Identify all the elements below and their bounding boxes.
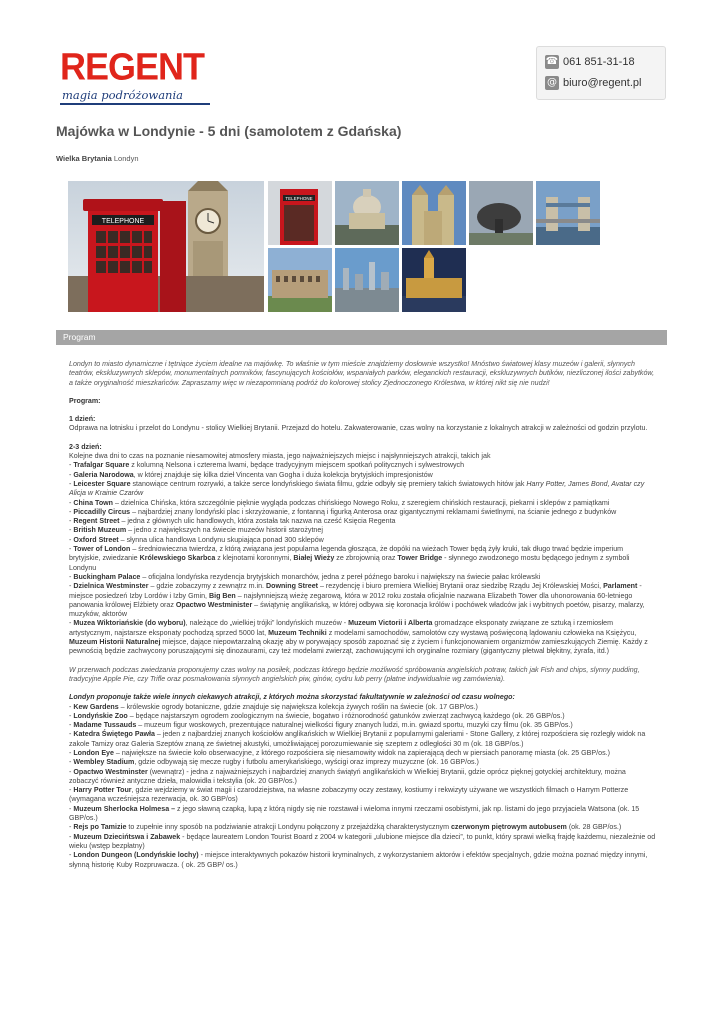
regent-logo[interactable] (60, 44, 215, 110)
intro-paragraph: Londyn to miasto dynamiczne i tętniące życiem idealne na majówkę. To właśnie w tym mieście znajdziemy dosłownie wszystko! Mnóstwo światowej klasy muzeów i galerii, słynnych teatrów, ekskluzywnych sklepów, monumentalnych pomników, fascynujących kościołów, wspaniałych parków, eleganckich restauracji, ekskluzywnych butików, niezliczonej ilości zabytków, a także oryginalność mieszkańców. Zapraszamy więc w niezapomnianą podróż do kolorowej stolicy Zjednoczonego Królestwa, w której nikt się nie nudzi! (69, 360, 655, 387)
contact-email[interactable]: biuro@regent.pl (563, 77, 642, 89)
optional-attraction-item: - Muzeum Dziecińtswa i Zabawek - będące laureatem London Tourist Board z 2004 w kategorii „ulubione miejsce dla dzieci”, to punkt, który sprawi wielką frajdę każdemu, niezależnie od wieku (wstęp bezpłatny) (69, 832, 656, 850)
optional-attraction-item: - Opactwo Westminster (wewnątrz) - jedna z najważniejszych i najbardziej znanych świątyń anglikańskich w Wielkiej Brytanii, gdzie oprócz pięknej gotyckiej architektury, można zobaczyć również antyczne dzieła, malowidła i tekstylia (ok. 20 GBP/os.) (69, 767, 626, 785)
attraction-item: - Trafalgar Square z kolumną Nelsona i czterema lwami, będące tradycyjnym miejscem spotkań politycznych i sylwestrowych (69, 461, 465, 470)
optional-attraction-item: - Katedra Świętego Pawła – jeden z najbardziej znanych kościołów anglikańskich w Wielkiej Brytanii z popularnymi galeriami - Stone Gallery, z której rozpościera się rozległy widok na zakole Tamizy oraz Galeria Szeptów znaną ze świetnej akustyki, umożliwiającej porozumiewanie się szeptem z odległości 30 m (ok. 18 GBP/os.) (69, 730, 646, 748)
optional-attraction-item: - London Eye – największe na świecie koło obserwacyjne, z którego rozpościera się niesamowity widok na zapierającą dech w piersiach panoramę miasta (ok. 25 GBP/os.) (69, 748, 610, 757)
attraction-item: - Galeria Narodowa, w której znajduje się kilka dzieł Vincenta van Gogha i duża kolekcja brytyjskich impresjonistów (69, 470, 433, 479)
tower-bridge-thumb[interactable] (536, 181, 600, 245)
attraction-item-name: Buckingham Palace (73, 572, 141, 581)
day1-heading: 1 dzień: (69, 415, 96, 424)
logo-tagline: magia podróżowania (62, 88, 184, 102)
optional-attraction-item-name: London Dungeon (Londyńskie lochy) (73, 851, 199, 860)
attraction-item-name: Downing Street (266, 582, 319, 591)
attraction-item: - Tower of London – średniowieczna twierdza, z którą związana jest popularna legenda głosząca, że dopóki na wieżach Tower będą żyły kruki, tak długo trwać będzie imperium brytyjskie, zwiedzanie Królewskiego Skarbca z klejnotami koronnymi, Białej Wieży ze zbrojownią oraz Tower Bridge - słynnego zwodzonego mostu będącego jednym z symboli Londynu (69, 545, 630, 572)
program-section-header: Program (56, 330, 667, 345)
optional-attraction-item-name: London Eye (73, 748, 114, 757)
attraction-item-name: British Muzeum (73, 526, 127, 535)
attraction-item-name: Muzeum Historii Naturalnej (69, 638, 161, 647)
optional-attraction-item: - London Dungeon (Londyńskie lochy) - miejsce interaktywnych pokazów historii kryminalnych, z wykorzystaniem aktorów i efektów specjalnych, gdzie można poznać między innymi, słynną historię Kuby Rozpruwacza. ( ok. 25 GBP/ os.) (69, 851, 648, 869)
optional-attraction-item: - Harry Potter Tour, gdzie wejdziemy w świat magii i czarodziejstwa, na własne zobaczymy oczy zestawy, kostiumy i rekwizyty używane we wszystkich filmach o Harrym Potterze (wymagana wcześniejsza rezerwacja, ok. 30 GBP/os) (69, 786, 629, 804)
trip-city: Londyn (113, 154, 139, 163)
svg-text:TELEPHONE: TELEPHONE (285, 196, 313, 201)
optional-attraction-item-name: Katedra Świętego Pawła (73, 730, 155, 739)
logo-wordmark: REGENT (60, 44, 205, 88)
parliament-night-thumb[interactable] (402, 248, 466, 312)
attraction-item: - Regent Street – jedna z głównych ulic handlowych, która została tak nazwa na cześć Księcia Regenta (69, 517, 396, 526)
city-skyline-thumb[interactable] (335, 248, 399, 312)
attraction-item: - Muzea Wiktoriańskie (do wyboru), należące do „wielkiej trójki” londyńskich muzeów - Muzeum Victorii i Alberta gromadzące eksponaty związane ze sztuką i rzemiosłem artystycznym, najstarsze eksponaty pochodzą sprzed 5000 lat, Muzeum Techniki z modelami samochodów, samolotów czy wystawą poświęconą lądowaniu człowieka na Księżycu, Muzeum Historii Naturalnej miejsce, dające niepowtarzalną okazję aby w porywający sposób zapoznać się z życiem i funkcjonowaniem organizmów zamieszkujących Ziemię. Każdy z pewnością będzie zachwycony poruszającymi się dinozaurami, czy też modelami zwierząt, zachowującymi ich oryginalne rozmiary (gigantyczny płetwal błękitny, żyrafa, itd.) (69, 619, 648, 656)
optional-attraction-item: - Rejs po Tamizie to zupełnie inny sposób na podziwianie atrakcji Londynu połączony z przejażdżką charakterystycznym czerwonym piętrowym autobusem (ok. 28 GBP/os.) (69, 823, 622, 832)
trip-title: Majówka w Londynie - 5 dni (samolotem z Gdańska) (56, 123, 402, 139)
optional-attraction-item-name: Rejs po Tamizie (73, 823, 127, 832)
attraction-item-name: Dzielnica Westminster (73, 582, 149, 591)
st-pauls-thumb[interactable] (335, 181, 399, 245)
contact-box (536, 46, 666, 100)
optional-attraction-item-name: Opactwo Westminster (73, 767, 148, 776)
day23-heading: 2-3 dzień: (69, 442, 102, 451)
optional-attraction-item-name: Londyńskie Zoo (73, 711, 128, 720)
trip-location (56, 154, 139, 163)
attraction-item-name: Parlament (603, 582, 638, 591)
optional-heading: Londyn proponuje także wiele innych ciekawych atrakcji, z których można skorzystać fakultatywnie w zależności od czasu wolnego: (69, 693, 515, 702)
attractions-list (69, 461, 656, 656)
program-content (69, 360, 656, 870)
sculpture-thumb[interactable] (469, 181, 533, 245)
attraction-item: - Oxford Street – słynna ulica handlowa Londynu skupiająca ponad 300 sklepów (69, 535, 324, 544)
program-heading: Program: (69, 396, 101, 405)
optional-attraction-item-name: Harry Potter Tour (73, 786, 132, 795)
attraction-item-name: Białej Wieży (293, 554, 335, 563)
attraction-item-name: Tower Bridge (397, 554, 443, 563)
at-icon: @ (547, 77, 557, 88)
attraction-item: - British Muzeum – jedno z największych na świecie muzeów historii starożytnej (69, 526, 323, 535)
attraction-item-name: Trafalgar Square (73, 461, 130, 470)
red-telephone-box-photo[interactable] (68, 181, 264, 312)
attraction-item-name: Big Ben (208, 591, 236, 600)
optional-attraction-item-name: czerwonym piętrowym autobusem (450, 823, 567, 832)
optional-attraction-item: - Madame Tussauds – muzeum figur woskowych, prezentujące naturalnej wielkości figury znanych ludzi, m.in. gwiazd sportu, muzyki czy filmu (ok. 35 GBP/os.) (69, 721, 573, 730)
optional-attractions-list (69, 703, 656, 870)
optional-attraction-item-name: Wembley Stadium (73, 758, 135, 767)
optional-attraction-item-name: Madame Tussauds (73, 721, 137, 730)
attraction-item-name: Oxford Street (73, 535, 119, 544)
optional-attraction-item-name: Muzeum Dziecińtswa i Zabawek (73, 832, 181, 841)
attraction-item-name: Galeria Narodowa (73, 470, 134, 479)
food-note: W przerwach podczas zwiedzania proponujemy czas wolny na posiłek, podczas którego będzie możliwość spróbowania angielskich potraw, takich jak Fish and chips, slynny pudding, tradycyjne Apple Pie, czy Trifle oraz posmakowania słynnych angielskich piw, ginów, cydru lub perry (płatne indywidualnie wg zamówienia). (69, 665, 640, 683)
day1-text: Odprawa na lotnisku i przelot do Londynu - stolicy Wielkiej Brytanii. Przejazd do hotelu. Zakwaterowanie, czas wolny na korzystanie z lokalnych atrakcji w zależności od godzin przylotu. (69, 424, 648, 433)
phone-icon: ☎ (545, 56, 559, 67)
optional-attraction-item-name: Kew Gardens (73, 702, 119, 711)
westminster-abbey-thumb[interactable] (402, 181, 466, 245)
logo-underline (60, 103, 210, 105)
contact-phone[interactable]: 061 851-31-18 (563, 56, 635, 68)
optional-attraction-item-name: Muzeum Sherlocka Holmesa – (73, 804, 176, 813)
optional-attraction-item: - Muzeum Sherlocka Holmesa – z jego sławną czapką, lupą z którą nigdy się nie rozstawał i wieloma innymi rzeczami osobistymi, jak np. listami do jego przyjaciela Watsona (ok. 15 GBP/os.) (69, 804, 640, 823)
attraction-item-name: Piccadilly Circus (73, 507, 131, 516)
contact-phone-row (545, 55, 635, 69)
attraction-item-name: Regent Street (73, 517, 120, 526)
attraction-item: - Buckingham Palace – oficjalna londyńska rezydencja brytyjskich monarchów, jedna z pereł późnego baroku i największy na świecie pałac królewski (69, 572, 541, 581)
optional-attraction-item: - Kew Gardens – królewskie ogrody botaniczne, gdzie znajduje się największa kolekcja żywych roślin na świecie (ok. 17 GBP/os.) (69, 702, 478, 711)
attraction-item: - China Town – dzielnica Chińska, która szczególnie pięknie wygląda podczas chińskiego Nowego Roku, z szeregiem chińskich restauracji, piekarni i sklepów z pamiątkami (69, 498, 610, 507)
attraction-item-name: Muzeum Techniki (268, 628, 327, 637)
optional-attraction-item: - Londyńskie Zoo – będące najstarszym ogrodem zoologicznym na świecie, bogatwo i różnorodność gatunków zwierząt zachwycą każdego (ok. 26 GBP/os.) (69, 711, 565, 720)
attraction-item-name: Tower of London (73, 545, 131, 554)
optional-attraction-item: - Wembley Stadium, gdzie odbywają się mecze rugby i futbolu amerykańskiego, wyścigi oraz imprezy muzyczne (ok. 16 GBP/os.) (69, 758, 479, 767)
attraction-item: - Dzielnica Westminster – gdzie zobaczymy z zewnątrz m.in. Downing Street – rezydencję i biuro premiera Wielkiej Brytanii oraz siedzibę Rządu Jej Królewskiej Mości, Parlament - miejsce posiedzeń Izby Lordów i Izby Gmin, Big Ben – najsłynniejszą wieżę zegarową, która w 2012 roku została oficjalnie nazwana Elizabeth Tower dla uhonorowania 60-letniego panowania królowej Elżbiety oraz Opactwo Westminister – świątynię anglikańską, w której odbywa się koronacja królów i pochówek władców jak i wybitnych poetów, pisarzy, malarzy, muzyków, aktorów (69, 582, 645, 619)
attraction-item-name: Opactwo Westminister (175, 600, 253, 609)
trip-country: Wielka Brytania (56, 154, 112, 163)
attraction-item-name: China Town (73, 498, 114, 507)
attraction-item-name: Muzeum Victorii i Alberta (348, 619, 433, 628)
day23-lead: Kolejne dwa dni to czas na poznanie niesamowitej atmosfery miasta, jego najważniejszych miejsc i najsłynniejszych atrakcji, takich jak (69, 452, 491, 461)
attraction-item-name: Leicester Square (73, 479, 131, 488)
svg-text:TELEPHONE: TELEPHONE (101, 218, 145, 225)
attraction-item: - Leicester Square stanowiące centrum rozrywki, a także serce londyńskiego świata filmu, gdzie odbyły się premiery takich światowych hitów jak Harry Potter, James Bond, Avatar czy Alicja w Krainie Czarów (69, 479, 645, 498)
palace-thumb[interactable] (268, 248, 332, 312)
attraction-item: - Piccadilly Circus – najbardziej znany londyński plac i skrzyżowanie, z fontanną i figurką Anterosa oraz gigantycznymi reklamami świetlnymi, na ścianie jednego z budynków (69, 507, 617, 516)
telephone-box-thumb[interactable] (268, 181, 332, 245)
attraction-item-name: Muzea Wiktoriańskie (do wyboru) (73, 619, 186, 628)
contact-email-row (545, 76, 641, 90)
attraction-item-name: Królewskiego Skarbca (139, 554, 216, 563)
